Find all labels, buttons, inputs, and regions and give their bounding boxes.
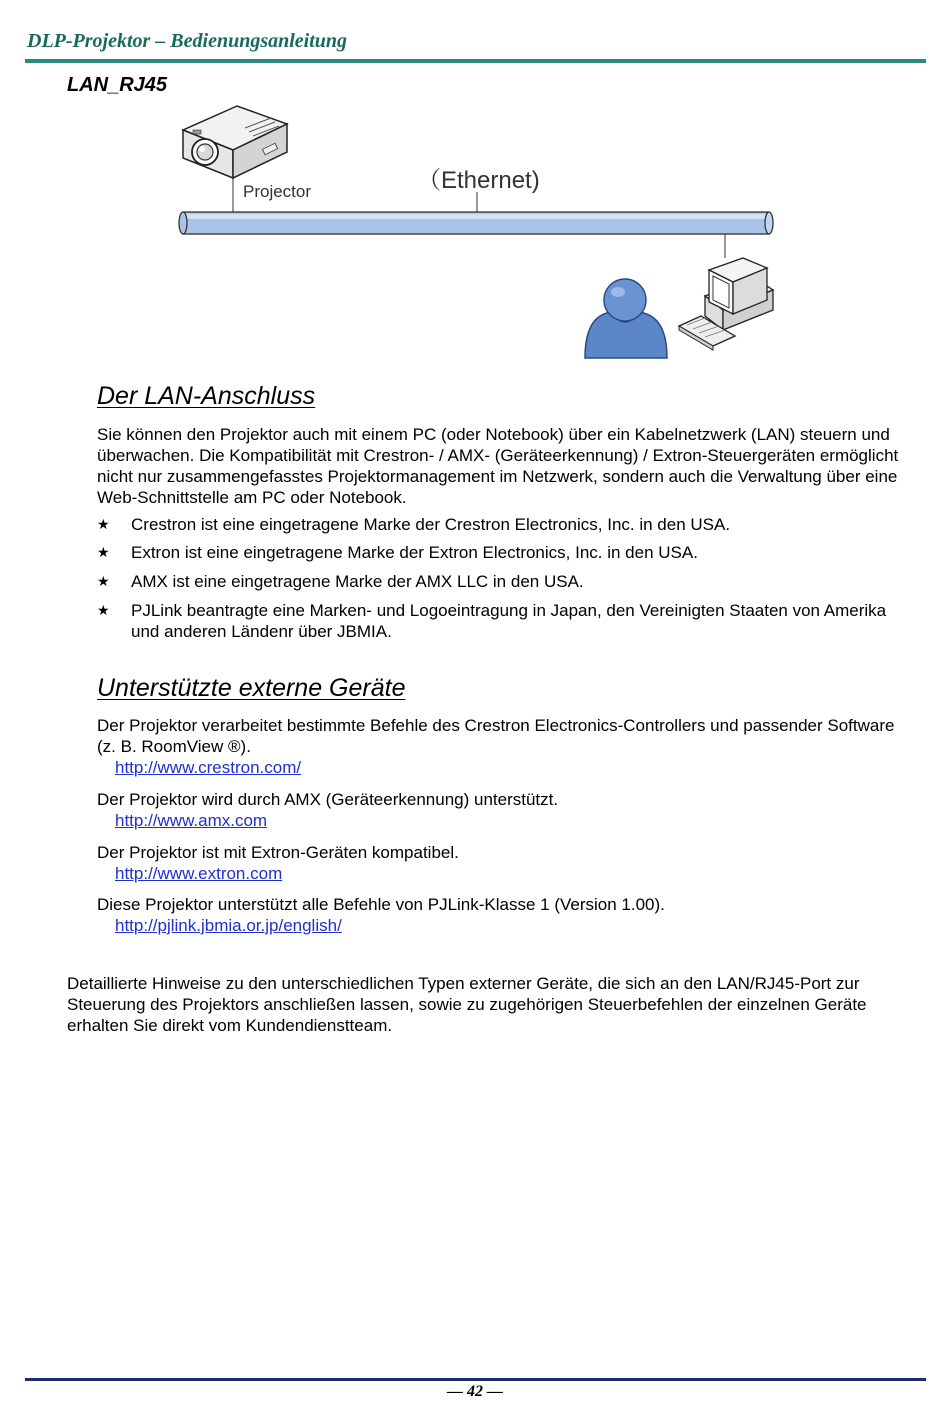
- header-divider: [25, 59, 926, 63]
- computer-icon: [679, 258, 773, 350]
- star-bullet-icon: ★: [97, 602, 110, 618]
- user-icon: [585, 279, 667, 358]
- pjlink-link[interactable]: http://pjlink.jbmia.or.jp/english/: [115, 916, 342, 935]
- star-bullet-icon: ★: [97, 573, 110, 589]
- star-bullet-icon: ★: [97, 544, 110, 560]
- devices-section-heading: Unterstützte externe Geräte: [97, 674, 406, 702]
- extron-link[interactable]: http://www.extron.com: [115, 864, 283, 883]
- section-label: LAN_RJ45: [67, 74, 168, 96]
- projector-icon: [183, 106, 287, 178]
- amx-link[interactable]: http://www.amx.com: [115, 811, 268, 830]
- lan-network-diagram: [175, 100, 785, 365]
- device-support-text: Der Projektor wird durch AMX (Geräteerkennung) unterstützt.: [97, 790, 559, 809]
- star-bullet-icon: ★: [97, 516, 110, 532]
- ethernet-cable: [179, 212, 773, 234]
- list-item: [97, 542, 917, 563]
- page-number: — 42 —: [447, 1383, 503, 1400]
- closing-paragraph: Detaillierte Hinweise zu den unterschiedlichen Typen externer Geräte, die sich an den LAN/RJ45-Port zur Steuerung des Projektors anschließen lassen, sowie zu zugehörigen Steuerbefehlen der einzelnen Geräte erhalten Sie direkt vom Kundendienstteam.: [67, 974, 867, 1035]
- device-support-text: Der Projektor ist mit Extron-Geräten kompatibel.: [97, 843, 459, 862]
- projector-label: Projector: [243, 182, 312, 201]
- device-support-text: Der Projektor verarbeitet bestimmte Befehle des Crestron Electronics-Controllers und passender Software (z. B. RoomView ®).: [97, 716, 895, 756]
- list-item: [97, 571, 917, 592]
- list-item: [97, 514, 917, 535]
- lan-intro-paragraph: Sie können den Projektor auch mit einem PC (oder Notebook) über ein Kabelnetzwerk (LAN) steuern und überwachen. Die Kompatibilität mit Crestron- / AMX- (Geräteerkennung) / Extron-Steuergeräten ermöglicht nicht nur zusammengefasstes Projektormanagement im Netzwerk, sondern auch die Verwaltung über eine Web-Schnittstelle am PC oder Notebook.: [97, 425, 899, 507]
- crestron-link[interactable]: http://www.crestron.com/: [115, 758, 302, 777]
- footer-divider: [25, 1378, 926, 1381]
- document-header-title: DLP-Projektor – Bedienungsanleitung: [27, 30, 348, 52]
- ethernet-label: （Ethernet): [417, 167, 540, 194]
- lan-section-heading: Der LAN-Anschluss: [97, 382, 316, 410]
- trademark-note: Crestron ist eine eingetragene Marke der Crestron Electronics, Inc. in den USA.: [131, 515, 731, 534]
- device-support-text: Diese Projektor unterstützt alle Befehle von PJLink-Klasse 1 (Version 1.00).: [97, 895, 665, 914]
- list-item: [97, 600, 917, 642]
- trademark-note: PJLink beantragte eine Marken- und Logoeintragung in Japan, den Vereinigten Staaten von Amerika und anderen Ländenr über JBMIA.: [131, 601, 887, 641]
- trademark-note: Extron ist eine eingetragene Marke der Extron Electronics, Inc. in den USA.: [131, 543, 698, 562]
- trademark-note: AMX ist eine eingetragene Marke der AMX LLC in den USA.: [131, 572, 584, 591]
